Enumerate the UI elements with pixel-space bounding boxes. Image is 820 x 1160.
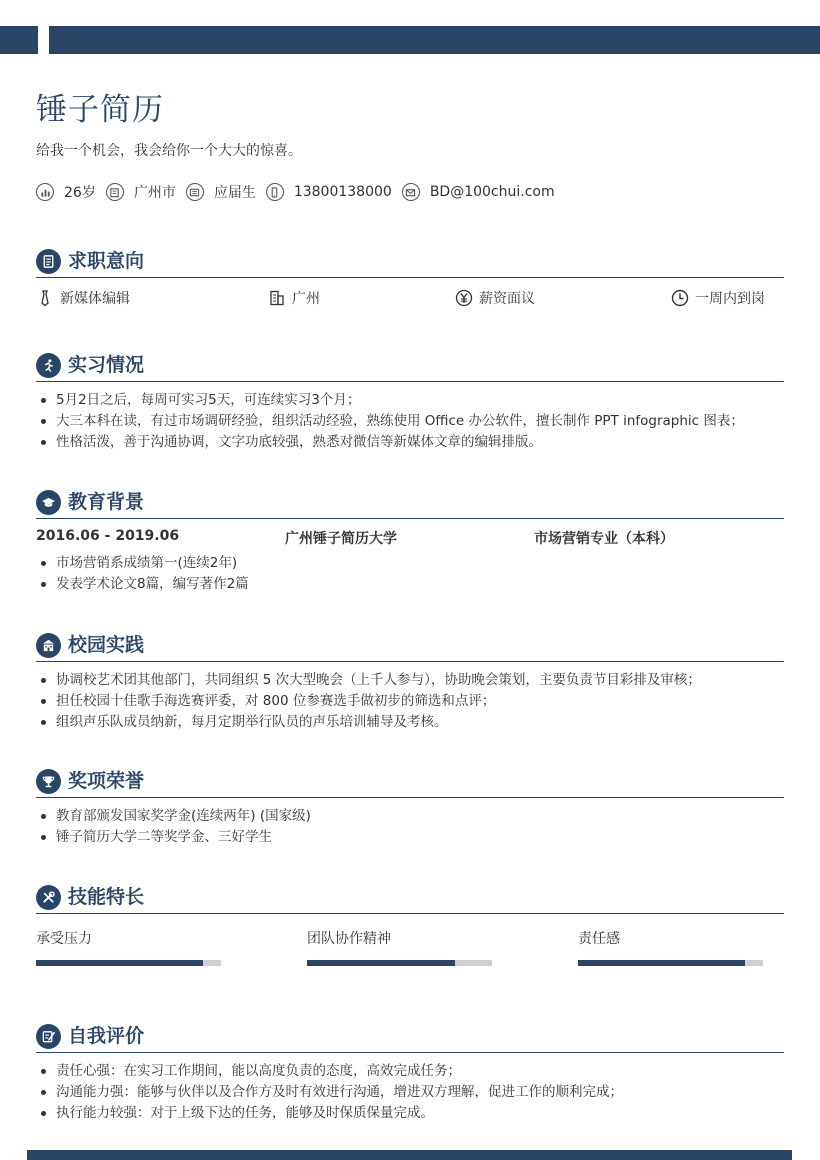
internship-list bbox=[36, 390, 784, 453]
list-item: 执行能力较强：对于上级下达的任务，能够及时保质保量完成。 bbox=[36, 1103, 784, 1124]
info-email bbox=[402, 183, 555, 201]
info-status bbox=[186, 182, 256, 202]
section-header bbox=[36, 885, 784, 914]
info-phone bbox=[266, 183, 392, 201]
section-awards bbox=[36, 769, 784, 848]
section-header bbox=[36, 1024, 784, 1053]
list-item: 协调校艺术团其他部门，共同组织 5 次大型晚会（上千人参与），协助晚会策划，主要负责节目彩排及审核； bbox=[36, 670, 784, 691]
section-header bbox=[36, 249, 784, 278]
skill-item bbox=[307, 928, 492, 966]
list-item: 性格活泼，善于沟通协调，文字功底较强，熟悉对微信等新媒体文章的编辑排版。 bbox=[36, 432, 784, 453]
section-title: 自我评价 bbox=[68, 1025, 145, 1047]
id-card-icon bbox=[186, 183, 204, 201]
graduation-cap-icon bbox=[36, 490, 61, 515]
intent-salary bbox=[455, 288, 535, 308]
skill-bar-fill bbox=[578, 960, 745, 966]
header-accent-block bbox=[0, 26, 38, 54]
campus-list bbox=[36, 670, 784, 733]
list-item: 沟通能力强：能够与伙伴以及合作方及时有效进行沟通，增进双方理解，促进工作的顺利完成； bbox=[36, 1082, 784, 1103]
section-header bbox=[36, 633, 784, 662]
education-period: 2016.06 - 2019.06 bbox=[36, 528, 180, 544]
skill-bar bbox=[307, 960, 492, 966]
document-icon bbox=[36, 249, 61, 274]
resume-name: 锤子简历 bbox=[36, 92, 164, 128]
section-title: 求职意向 bbox=[68, 250, 145, 272]
resume-slogan: 给我一个机会，我会给你一个大大的惊喜。 bbox=[36, 143, 302, 159]
tie-icon bbox=[36, 289, 54, 307]
section-title: 技能特长 bbox=[68, 886, 145, 908]
running-person-icon bbox=[36, 353, 61, 378]
section-intent bbox=[36, 249, 784, 314]
section-education bbox=[36, 490, 784, 595]
intent-start-text: 一周内到岗 bbox=[695, 291, 765, 307]
skill-bar bbox=[36, 960, 221, 966]
info-city bbox=[106, 182, 176, 202]
clock-icon bbox=[671, 289, 689, 307]
info-city-text: 广州市 bbox=[133, 185, 176, 201]
skill-item bbox=[578, 928, 763, 966]
info-phone-text: 13800138000 bbox=[293, 184, 392, 200]
bar-chart-icon bbox=[36, 183, 54, 201]
education-major: 市场营销专业（本科） bbox=[534, 531, 674, 547]
section-campus bbox=[36, 633, 784, 733]
info-status-text: 应届生 bbox=[213, 185, 256, 201]
location-icon bbox=[106, 183, 124, 201]
awards-list bbox=[36, 806, 784, 848]
intent-list bbox=[36, 288, 784, 314]
intent-start bbox=[671, 288, 765, 308]
education-entry bbox=[36, 525, 784, 551]
edit-note-icon bbox=[36, 1024, 61, 1049]
education-school: 广州锤子简历大学 bbox=[285, 531, 397, 547]
info-email-text: BD@100chui.com bbox=[429, 184, 555, 200]
phone-icon bbox=[266, 183, 284, 201]
education-list bbox=[36, 553, 784, 595]
school-building-icon bbox=[36, 633, 61, 658]
footer-bar bbox=[27, 1150, 792, 1160]
personal-info bbox=[36, 181, 565, 203]
list-item: 组织声乐队成员纳新，每月定期举行队员的声乐培训辅导及考核。 bbox=[36, 712, 784, 733]
list-item: 担任校园十佳歌手海选赛评委，对 800 位参赛选手做初步的筛选和点评； bbox=[36, 691, 784, 712]
tools-icon bbox=[36, 885, 61, 910]
skill-name: 责任感 bbox=[578, 931, 620, 947]
section-title: 奖项荣誉 bbox=[68, 770, 145, 792]
intent-salary-text: 薪资面议 bbox=[479, 291, 535, 307]
section-header bbox=[36, 490, 784, 519]
info-age bbox=[36, 182, 96, 202]
intent-city-text: 广州 bbox=[292, 291, 320, 307]
list-item: 责任心强：在实习工作期间，能以高度负责的态度，高效完成任务； bbox=[36, 1061, 784, 1082]
section-internship bbox=[36, 353, 784, 453]
skill-bar bbox=[578, 960, 763, 966]
section-title: 教育背景 bbox=[68, 491, 145, 513]
trophy-icon bbox=[36, 769, 61, 794]
list-item: 大三本科在读，有过市场调研经验，组织活动经验，熟练使用 Office 办公软件，擅长制作 PPT infographic 图表； bbox=[36, 411, 784, 432]
list-item: 锤子简历大学二等奖学金、三好学生 bbox=[36, 827, 784, 848]
skill-name: 团队协作精神 bbox=[307, 931, 391, 947]
list-item: 发表学术论文8篇，编写著作2篇 bbox=[36, 574, 784, 595]
section-self-evaluation bbox=[36, 1024, 784, 1124]
skill-bar-fill bbox=[36, 960, 203, 966]
skill-bar-fill bbox=[307, 960, 455, 966]
list-item: 市场营销系成绩第一(连续2年) bbox=[36, 553, 784, 574]
list-item: 教育部颁发国家奖学金(连续两年) (国家级) bbox=[36, 806, 784, 827]
header-banner bbox=[49, 26, 820, 54]
skill-item bbox=[36, 928, 221, 966]
info-age-text: 26岁 bbox=[64, 185, 96, 201]
section-header bbox=[36, 769, 784, 798]
section-title: 校园实践 bbox=[68, 634, 145, 656]
building-icon bbox=[268, 289, 286, 307]
list-item: 5月2日之后，每周可实习5天，可连续实习3个月； bbox=[36, 390, 784, 411]
mail-icon bbox=[402, 183, 420, 201]
intent-city bbox=[268, 288, 320, 308]
skill-name: 承受压力 bbox=[36, 931, 92, 947]
section-skills bbox=[36, 885, 784, 988]
yen-icon bbox=[455, 289, 473, 307]
section-title: 实习情况 bbox=[68, 354, 145, 376]
self-evaluation-list bbox=[36, 1061, 784, 1124]
section-header bbox=[36, 353, 784, 382]
skills-list bbox=[36, 928, 784, 988]
intent-position-text: 新媒体编辑 bbox=[60, 291, 130, 307]
intent-position bbox=[36, 288, 130, 308]
